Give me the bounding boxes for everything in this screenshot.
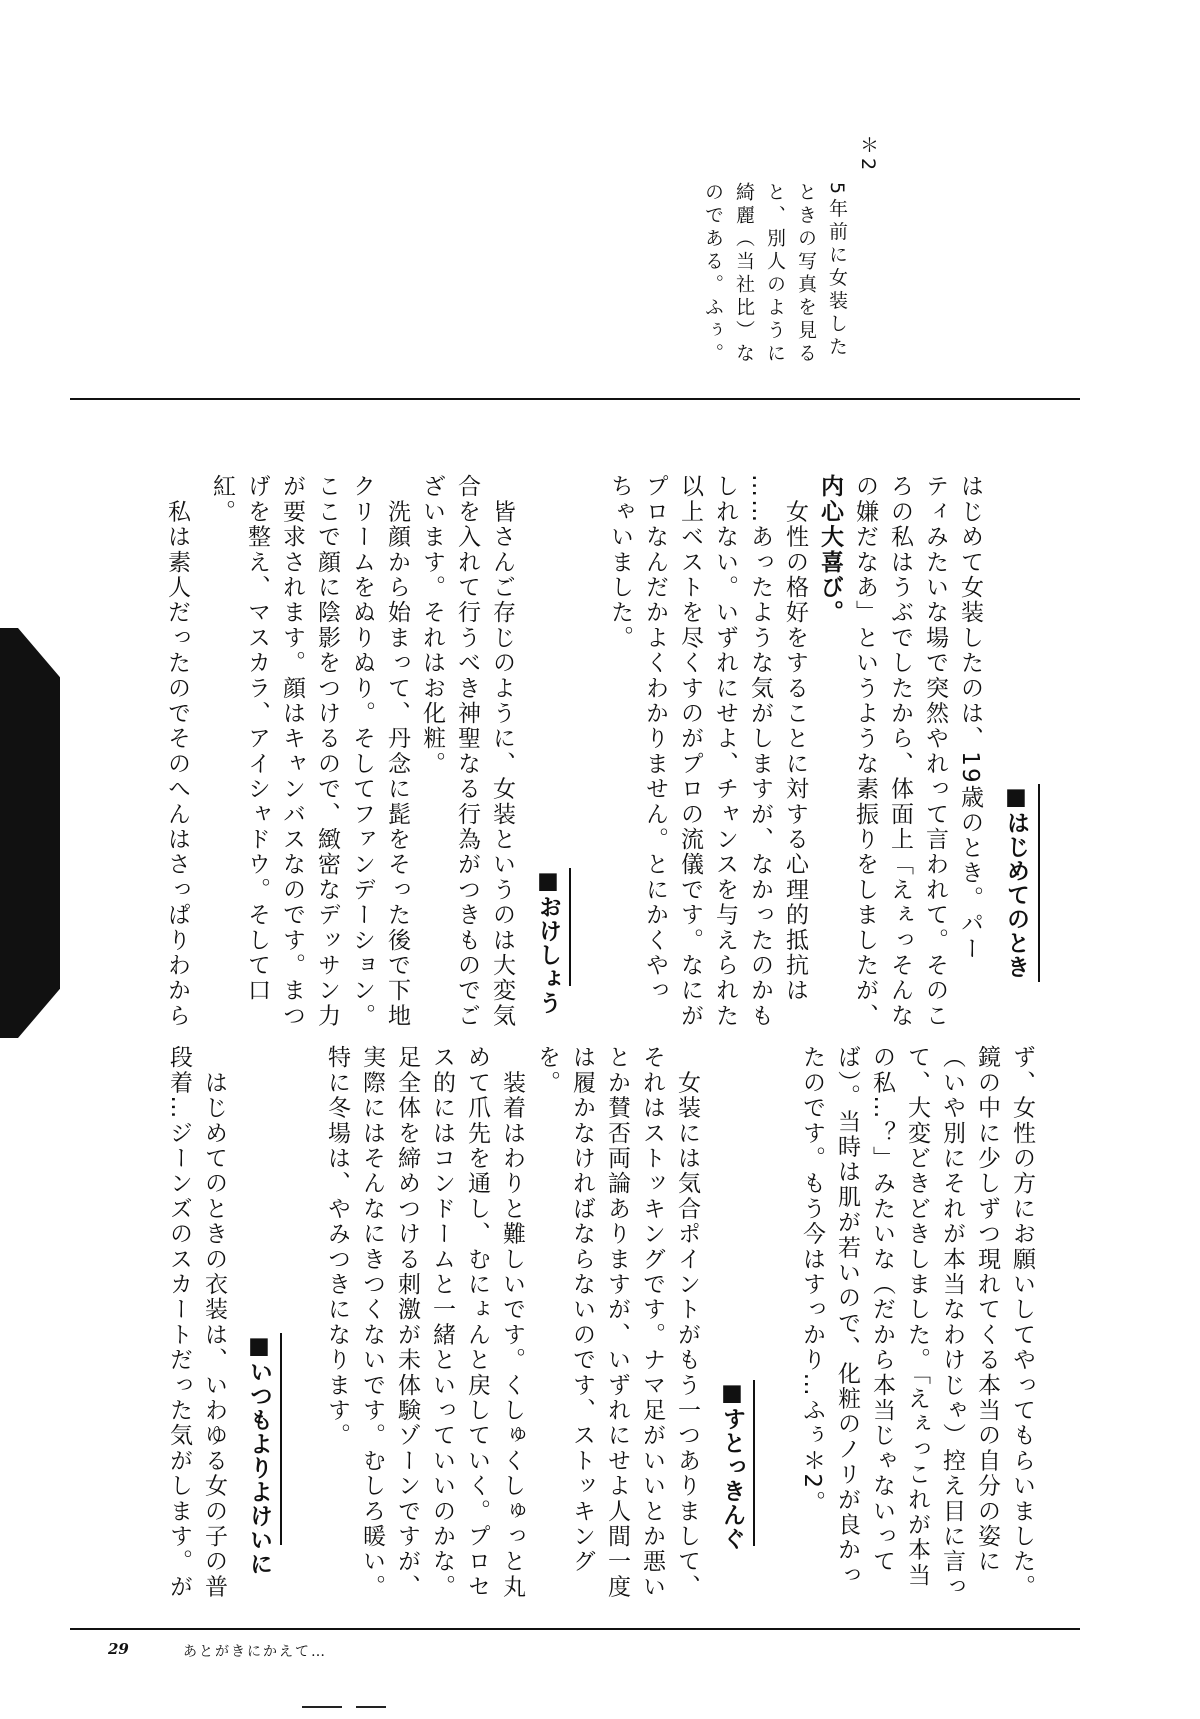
footnote-line: 綺麗（当社比）な <box>733 182 755 366</box>
body-line: の嫌だなあ」というような素振りをしましたが、 <box>852 474 878 1029</box>
body-line: 洗顔から始まって、丹念に髭をそった後で下地 <box>384 474 410 1029</box>
heading-rule <box>280 1333 282 1545</box>
body-line: ……あったような気がしますが、なかったのかも <box>747 474 773 1029</box>
body-line: 私は素人だったのでそのへんはさっぱりわから <box>164 474 190 1029</box>
body-line: 段着…ジーンズのスカートだった気がします。が <box>166 1045 192 1600</box>
body-line: げを整え、マスカラ、アイシャドウ。そして口 <box>244 474 270 1004</box>
body-line: 以上ベストを尽くすのがプロの流儀です。なにが <box>677 474 703 1029</box>
body-line: ス的にはコンドームと一緒といっていいのかな。 <box>429 1045 455 1600</box>
top-rule <box>70 398 1080 400</box>
section-heading-hajimete: ■はじめてのとき <box>1003 784 1029 979</box>
body-line: たのです。もう今はすっかり…ふぅ＊2。 <box>799 1045 825 1516</box>
body-line: ば）。当時は肌が若いので、化粧のノリが良かっ <box>834 1045 860 1588</box>
running-title: あとがきにかえて… <box>183 1644 327 1660</box>
section-heading-stocking: ■すとっきんぐ <box>719 1380 745 1551</box>
body-line: 装着はわりと難しいです。くしゅくしゅっと丸 <box>499 1045 525 1600</box>
body-line: クリームをぬりぬり。そしてファンデーション。 <box>349 474 375 1029</box>
body-line: を。 <box>534 1045 560 1096</box>
body-line: ちゃいました。 <box>607 474 633 651</box>
body-line: の私…？」みたいな（だから本当じゃないって <box>869 1045 895 1575</box>
section-heading-itsumoyori: ■いつもよりよけいに <box>246 1333 272 1576</box>
body-line: 女装には気合ポイントがもう一つありまして、 <box>674 1045 700 1600</box>
heading-rule <box>1038 784 1040 982</box>
chapter-tab-mark <box>0 628 60 1038</box>
section-heading-okeshou: ■おけしょう <box>535 868 561 1015</box>
body-line: て、大変どきどきしました。「えぇっこれが本当 <box>904 1045 930 1588</box>
body-line: 特に冬場は、やみつきになります。 <box>324 1045 350 1449</box>
body-line: 鏡の中に少しずつ現れてくる本当の自分の姿に <box>974 1045 1000 1575</box>
bottom-rule <box>70 1628 1080 1630</box>
body-line: 皆さんご存じのように、女装というのは大変気 <box>489 474 515 1029</box>
body-line: はじめてのときの衣装は、いわゆる女の子の普 <box>201 1045 227 1600</box>
body-line: ここで顔に陰影をつけるので、緻密なデッサン力 <box>314 474 340 1029</box>
heading-rule <box>569 868 571 986</box>
body-line: プロなんだかよくわかりません。とにかくやっ <box>642 474 668 1004</box>
body-line: めて爪先を通し、むにょんと戻していく。プロセ <box>464 1045 490 1600</box>
body-line: 足全体を締めつける刺激が未体験ゾーンですが、 <box>394 1045 420 1600</box>
body-line: ず、女性の方にお願いしてやってもらいました。 <box>1009 1045 1035 1600</box>
body-line: とか賛否両論ありますが、いずれにせよ人間一度 <box>604 1045 630 1600</box>
heading-rule <box>753 1380 755 1546</box>
body-line: ろの私はうぶでしたから、体面上「えぇっそんな <box>887 474 913 1029</box>
body-line: 合を入れて行うべき神聖なる行為がつきものでご <box>454 474 480 1029</box>
body-line: それはストッキングです。ナマ足がいいとか悪い <box>639 1045 665 1600</box>
page-number: 29 <box>108 1640 129 1658</box>
body-line: 女性の格好をすることに対する心理的抵抗は <box>782 474 808 1004</box>
footnote-line: のである。ふぅ。 <box>702 182 724 366</box>
body-line: 紅。 <box>209 474 235 525</box>
body-line: はじめて女装したのは、19歳のとき。パー <box>957 474 983 962</box>
body-line: が要求されます。顔はキャンバスなのです。まつ <box>279 474 305 1029</box>
body-line: 実際にはそんなにきつくないです。むしろ暖い。 <box>359 1045 385 1600</box>
body-line: しれない。いずれにせよ、チャンスを与えられた <box>712 474 738 1029</box>
body-line: ティみたいな場で突然やれって言われて。そのこ <box>922 474 948 1029</box>
footnote-line: ときの写真を見る <box>795 182 817 366</box>
bottom-crop-mark <box>302 1706 342 1708</box>
footnote-line: 5年前に女装した <box>826 182 848 360</box>
body-line: ざいます。それはお化粧。 <box>419 474 445 777</box>
body-line: は履かなければならないのです、ストッキング <box>569 1045 595 1575</box>
footnote-line: と、別人のように <box>764 182 786 366</box>
body-line: （いや別にそれが本当なわけじゃ）控え目に言っ <box>939 1045 965 1600</box>
bottom-crop-mark <box>356 1706 386 1708</box>
body-line-emphasis: 内心大喜び。 <box>817 474 843 626</box>
footnote-marker: ＊2 <box>857 135 879 175</box>
